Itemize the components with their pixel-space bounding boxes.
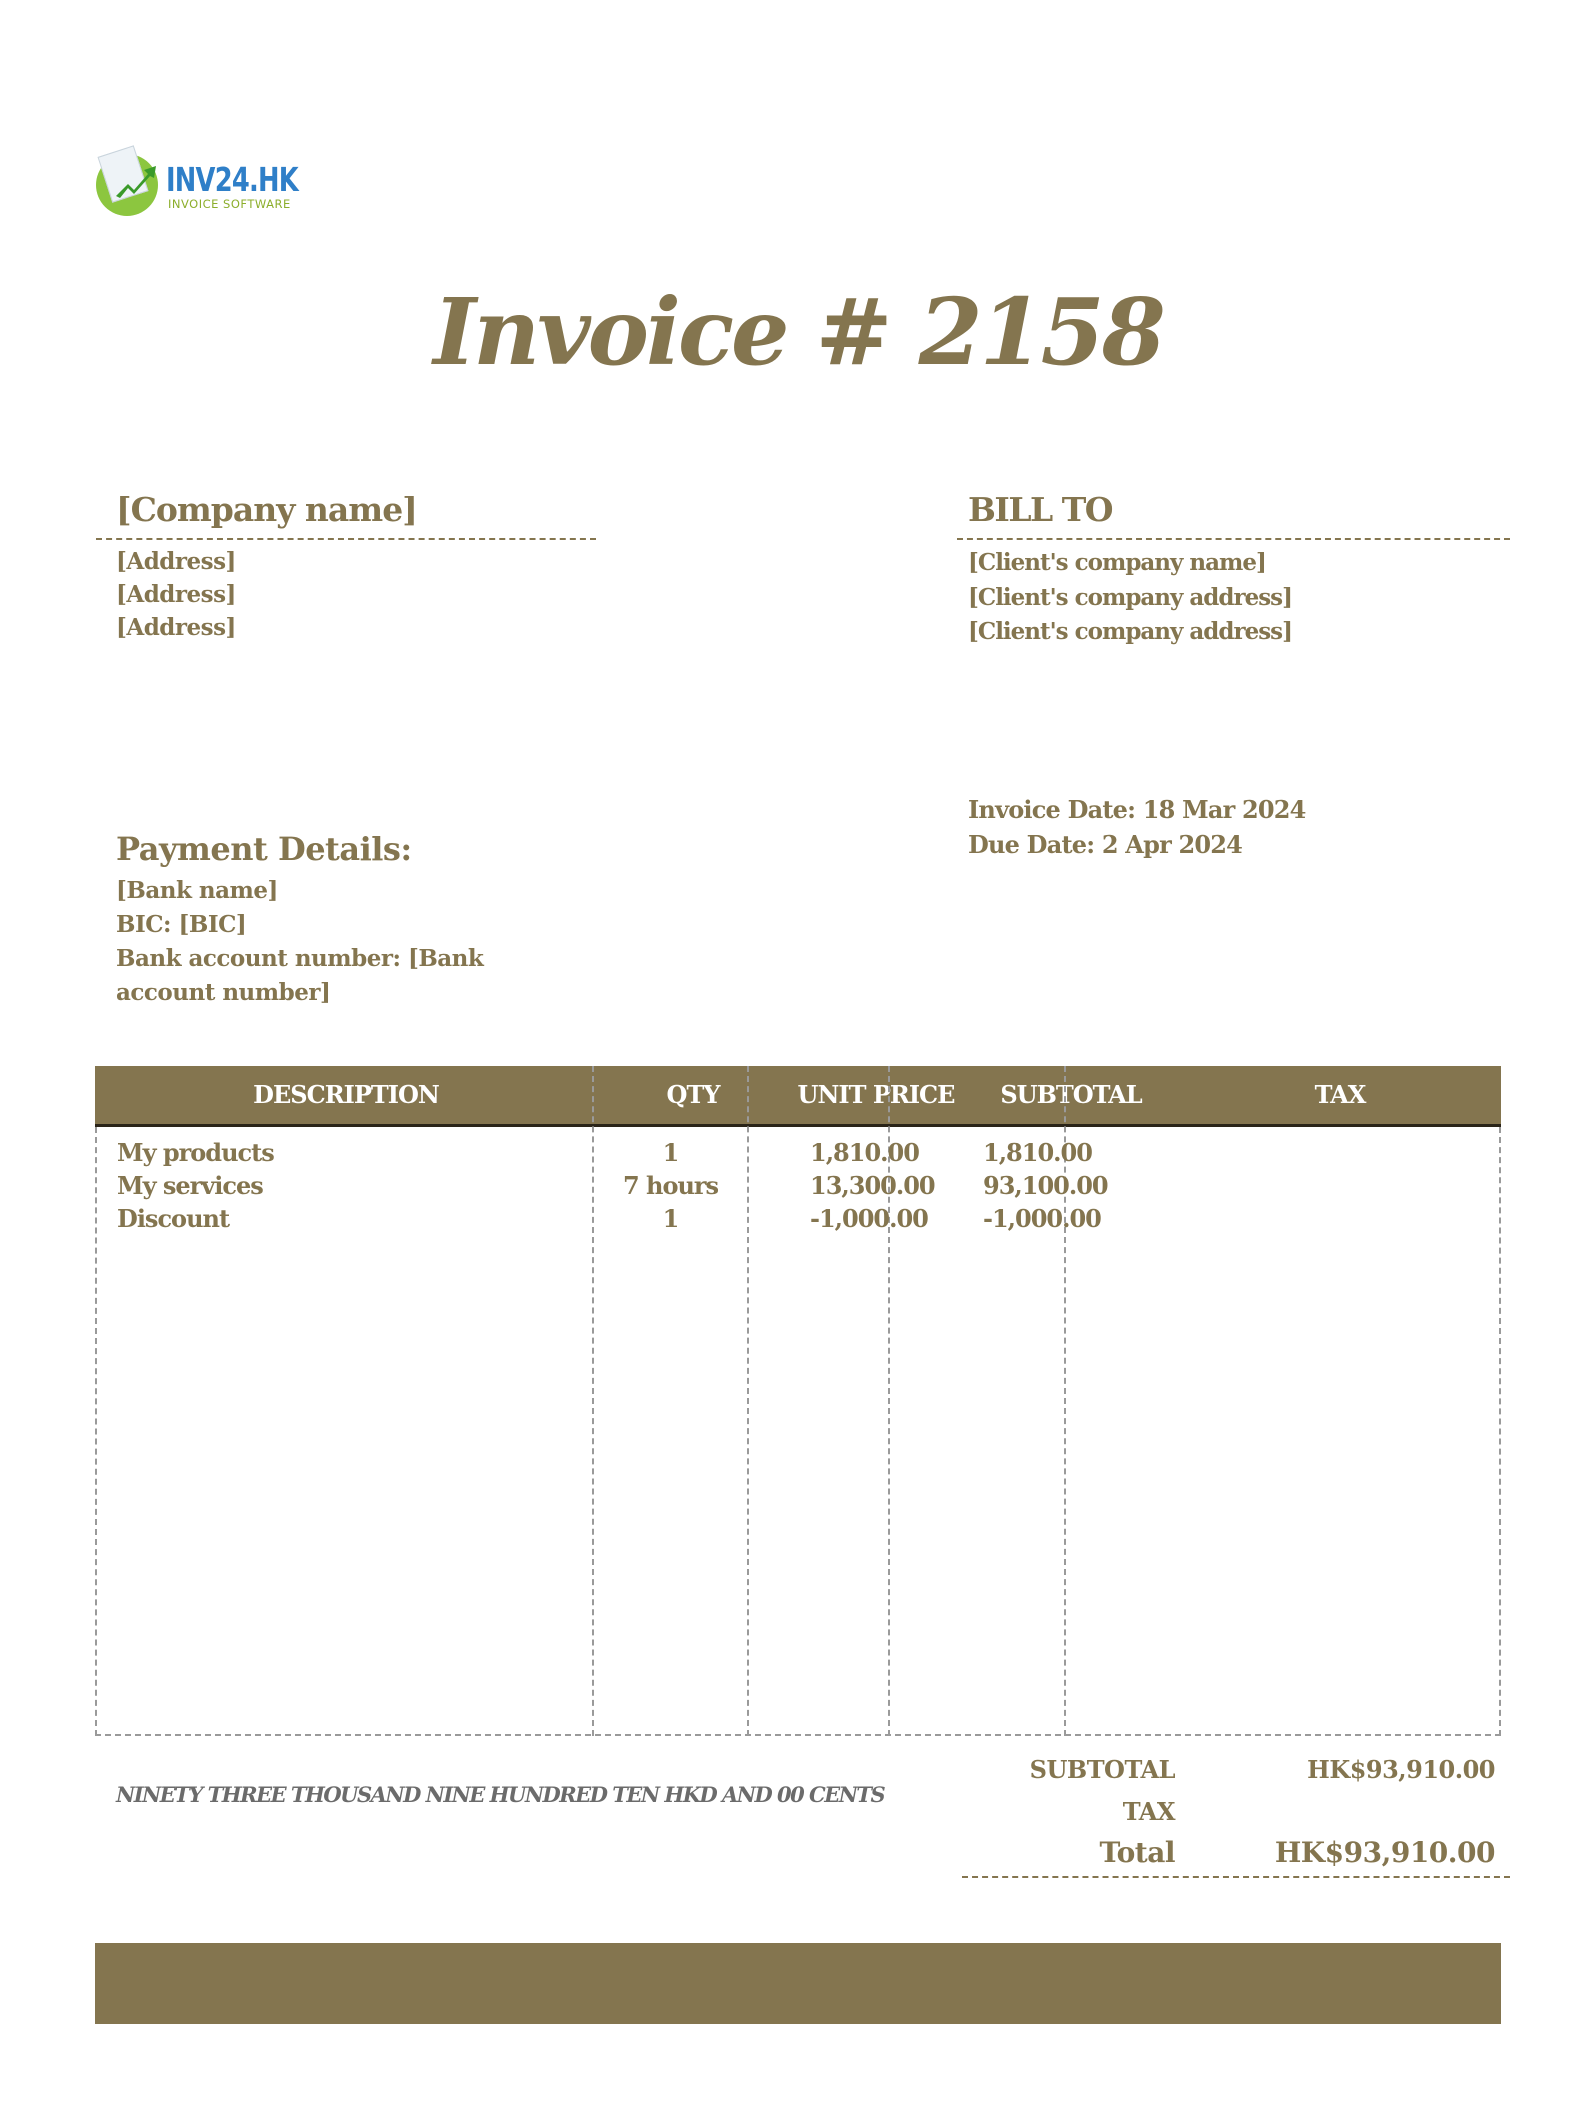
row-3-subtotal: -1,000.00 xyxy=(983,1204,1101,1233)
row-1-unit-price: 1,810.00 xyxy=(810,1138,919,1167)
amount-in-words: NINETY THREE THOUSAND NINE HUNDRED TEN HKD AND 00 CENTS xyxy=(116,1782,885,1807)
logo-subtitle: INVOICE SOFTWARE xyxy=(168,197,291,211)
line-items-table xyxy=(95,1066,1501,1736)
tax-label: TAX xyxy=(1122,1797,1175,1826)
row-3-description: Discount xyxy=(117,1204,230,1233)
row-3-unit-price: -1,000.00 xyxy=(810,1204,928,1233)
company-address-2: [Address] xyxy=(116,581,236,608)
row-2-subtotal: 93,100.00 xyxy=(983,1171,1108,1200)
payment-details-heading: Payment Details: xyxy=(116,830,412,868)
header-unit-price: UNIT PRICE xyxy=(797,1080,955,1109)
company-address-3: [Address] xyxy=(116,614,236,641)
total-label: Total xyxy=(1099,1836,1175,1869)
header-qty: QTY xyxy=(666,1080,720,1109)
client-company-address-1: [Client's company address] xyxy=(968,584,1292,611)
bank-bic: BIC: [BIC] xyxy=(116,911,247,938)
row-2-unit-price: 13,300.00 xyxy=(810,1171,935,1200)
row-1-subtotal: 1,810.00 xyxy=(983,1138,1092,1167)
header-subtotal: SUBTOTAL xyxy=(1000,1080,1142,1109)
bill-to-heading: BILL TO xyxy=(968,490,1113,529)
due-date: Due Date: 2 Apr 2024 xyxy=(968,830,1243,859)
subtotal-label: SUBTOTAL xyxy=(1029,1755,1175,1784)
company-name: [Company name] xyxy=(116,490,417,529)
subtotal-value: HK$93,910.00 xyxy=(1307,1755,1495,1784)
row-1-description: My products xyxy=(117,1138,274,1167)
footer-band xyxy=(95,1943,1501,2024)
client-company-address-2: [Client's company address] xyxy=(968,618,1292,645)
row-2-description: My services xyxy=(117,1171,263,1200)
header-tax: TAX xyxy=(1314,1080,1366,1109)
row-1-qty: 1 xyxy=(662,1138,679,1167)
company-divider xyxy=(96,538,596,540)
bank-name: [Bank name] xyxy=(116,877,278,904)
column-divider xyxy=(747,1066,749,1736)
row-3-qty: 1 xyxy=(662,1204,679,1233)
logo-title: INV24.HK xyxy=(166,160,298,199)
client-company-name: [Client's company name] xyxy=(968,549,1266,576)
invoice-date: Invoice Date: 18 Mar 2024 xyxy=(968,795,1306,824)
logo-growth-arrow-icon xyxy=(114,160,158,204)
bill-to-divider xyxy=(957,538,1510,540)
row-2-qty: 7 hours xyxy=(622,1171,719,1200)
total-value: HK$93,910.00 xyxy=(1274,1836,1495,1869)
invoice-title: Invoice # 2158 xyxy=(433,278,1163,386)
table-header xyxy=(95,1066,1501,1127)
company-address-1: [Address] xyxy=(116,548,236,575)
total-divider xyxy=(962,1876,1510,1878)
header-description: DESCRIPTION xyxy=(253,1080,439,1109)
table-body xyxy=(95,1127,1501,1736)
brand-logo xyxy=(96,150,296,220)
bank-account-number: Bank account number: [Bank account number] xyxy=(116,945,484,1006)
